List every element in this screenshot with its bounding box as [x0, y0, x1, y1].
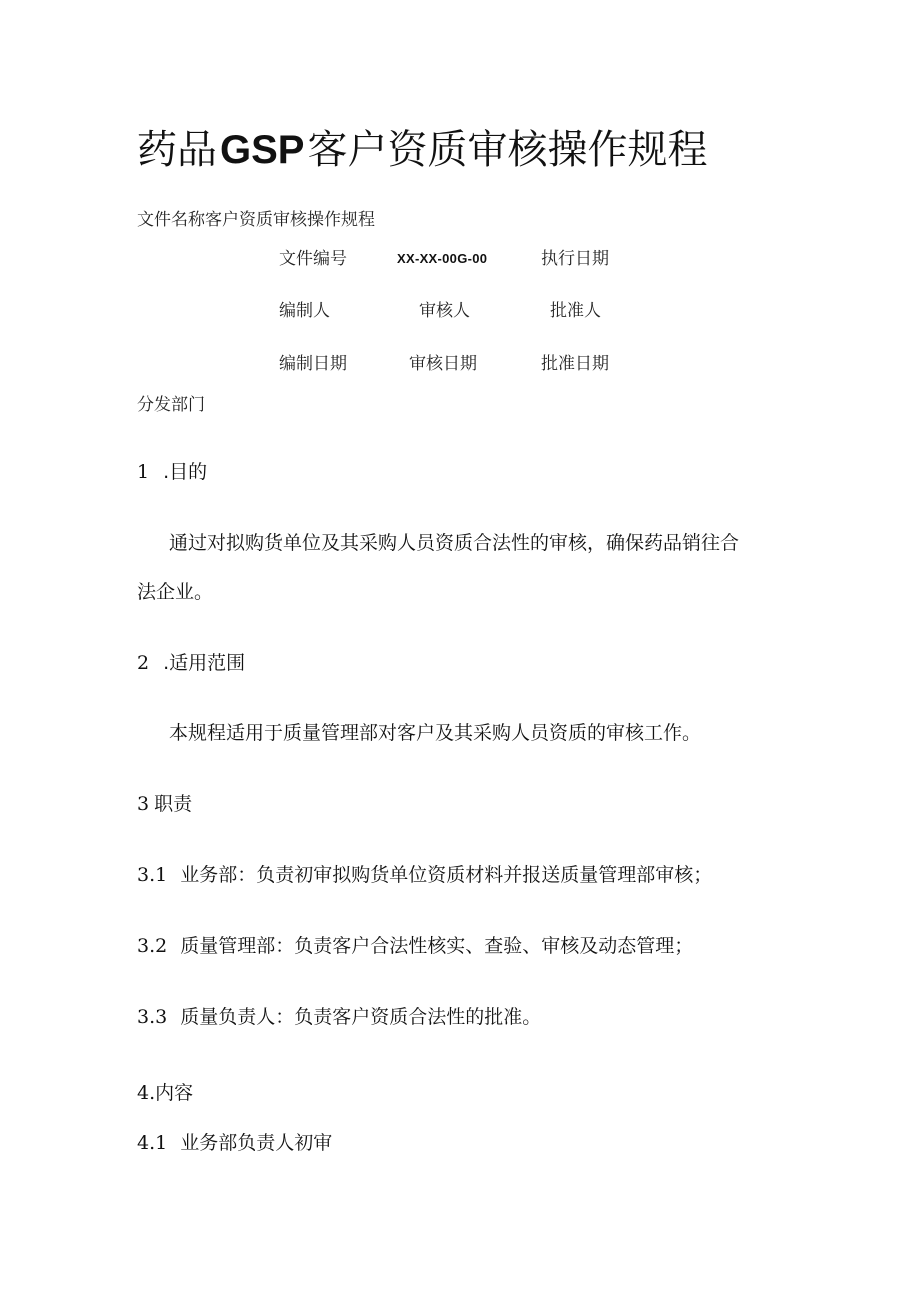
section-2-title: .适用范围 [163, 652, 246, 674]
section-2-heading [137, 649, 245, 677]
section-3-title: 职责 [154, 793, 193, 815]
section-3-heading [137, 790, 192, 818]
distribution-label: 分发部门 [137, 395, 205, 415]
section-3-2-text: 质量管理部：负责客户合法性核实、查验、审核及动态管理； [180, 935, 694, 957]
title-prefix: 药品 [137, 127, 217, 173]
section-1-title: .目的 [163, 461, 208, 483]
section-4-heading [137, 1079, 193, 1107]
document-title [137, 122, 707, 178]
author-date-label: 编制日期 [279, 354, 347, 374]
file-name-line: 文件名称客户资质审核操作规程 [137, 210, 375, 230]
section-1-text-line-2: 法企业。 [137, 581, 214, 603]
section-3-3-text: 质量负责人：负责客户资质合法性的批准。 [180, 1006, 542, 1028]
approver-label: 批准人 [550, 301, 601, 321]
section-3-3 [137, 1003, 541, 1031]
file-no-value: XX-XX-00G-00 [397, 251, 488, 266]
section-3-2-number: 3.2 [137, 935, 168, 957]
exec-date-label: 执行日期 [541, 249, 609, 269]
title-gsp: GSP [220, 128, 305, 172]
section-3-2 [137, 932, 693, 960]
section-1-heading [137, 458, 207, 486]
review-date-label: 审核日期 [409, 354, 477, 374]
section-4-title: 内容 [155, 1082, 194, 1104]
title-suffix: 客户资质审核操作规程 [307, 127, 708, 173]
section-4-1-text: 业务部负责人初审 [180, 1132, 333, 1154]
section-1-number: 1 [137, 461, 150, 483]
section-4-1-number: 4.1 [137, 1132, 168, 1154]
approve-date-label: 批准日期 [541, 354, 609, 374]
reviewer-label: 审核人 [419, 301, 470, 321]
section-2-text: 本规程适用于质量管理部对客户及其采购人员资质的审核工作。 [169, 722, 702, 744]
section-3-3-number: 3.3 [137, 1006, 168, 1028]
file-no-label: 文件编号 [279, 249, 347, 269]
section-1-text-line-1: 通过对拟购货单位及其采购人员资质合法性的审核，确保药品销往合 [169, 532, 740, 554]
section-4-1 [137, 1129, 332, 1157]
section-3-number: 3 [137, 793, 150, 815]
section-3-1-number: 3.1 [137, 864, 168, 886]
section-3-1-text: 业务部：负责初审拟购货单位资质材料并报送质量管理部审核； [180, 864, 713, 886]
section-4-number: 4. [137, 1082, 156, 1104]
author-label: 编制人 [279, 301, 330, 321]
section-2-number: 2 [137, 652, 150, 674]
section-3-1 [137, 861, 712, 889]
